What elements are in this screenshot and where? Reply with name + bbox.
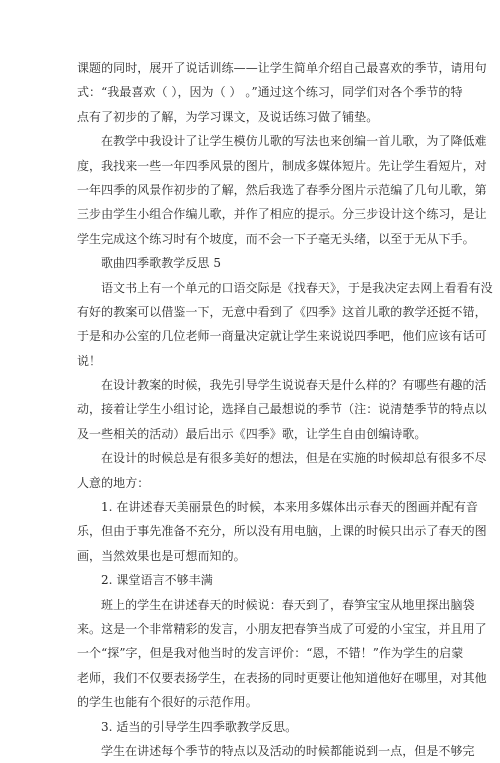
paragraph-line: 语文书上有一个单元的口语交际是《找春天》，于是我决定去网上看看有没	[101, 280, 493, 295]
list-item-line: 3. 适当的引导学生四季歌教学反思。	[101, 719, 298, 734]
paragraph-line: 点有了初步的了解，为学习课文，及说话练习做了铺垫。	[77, 109, 379, 124]
document-body	[77, 56, 493, 763]
paragraph-line: 学生在讲述每个季节的特点以及活动的时候都能说到一点，但是不够完	[101, 743, 475, 758]
paragraph-line: 老师，我们不仅要表扬学生，在表扬的同时更要让他知道他好在哪里，对其他	[77, 670, 487, 685]
paragraph-line: 画，当然效果也是可想而知的。	[77, 548, 246, 563]
paragraph-line: 说！	[77, 353, 102, 368]
paragraph-line: 班上的学生在讲述春天的时候说：春天到了，春笋宝宝从地里探出脑袋	[101, 597, 475, 612]
paragraph-line: 的学生也能有个很好的示范作用。	[77, 695, 258, 710]
paragraph-line: 一年四季的风景作初步的了解，然后我选了春季分图片示范编了几句儿歌，第	[77, 182, 487, 197]
paragraph-line: 于是和办公室的几位老师一商量决定就让学生来说说四季吧，他们应该有话可	[77, 329, 487, 344]
section-heading: 歌曲四季歌教学反思 5	[101, 256, 221, 271]
paragraph-line: 乐，但由于事先准备不充分，所以没有用电脑，上课的时候只出示了春天的图	[77, 524, 487, 539]
paragraph-line: 式：“我最喜欢（ ），因为（ ） 。”通过这个练习，同学们对各个季节的特	[77, 85, 463, 100]
paragraph-line: 一个“探”字，但是我对他当时的发言评价：“恩，不错！”作为学生的启蒙	[77, 646, 464, 661]
list-item-line: 1. 在讲述春天美丽景色的时候，本来用多媒体出示春天的图画并配有音	[101, 500, 478, 515]
paragraph-line: 动，接着让学生小组讨论，选择自己最想说的季节（注：说清楚季节的特点以	[77, 402, 487, 417]
list-item-line: 2. 课堂语言不够丰满	[101, 573, 213, 588]
paragraph-line: 人意的地方：	[77, 475, 150, 490]
paragraph-line: 学生完成这个练习时有个坡度，而不会一下子毫无头绪，以至于无从下手。	[77, 231, 475, 246]
paragraph-line: 在教学中我设计了让学生模仿儿歌的写法也来创编一首儿歌，为了降低难	[101, 134, 487, 149]
paragraph-line: 来。这是一个非常精彩的发言，小朋友把春笋当成了可爱的小宝宝，并且用了	[77, 621, 487, 636]
paragraph-line: 课题的同时，展开了说话训练——让学生简单介绍自己最喜欢的季节，请用句	[77, 61, 487, 75]
paragraph-line: 在设计的时候总是有很多美好的想法，但是在实施的时候却总有很多不尽	[101, 451, 487, 466]
paragraph-line: 在设计教案的时候，我先引导学生说说春天是什么样的？有哪些有趣的活	[101, 378, 487, 393]
paragraph-line: 度，我找来一些一年四季风景的图片，制成多媒体短片。先让学生看短片，对	[77, 158, 487, 173]
paragraph-line: 三步由学生小组合作编儿歌，并作了相应的提示。分三步设计这个练习，是让	[77, 207, 487, 222]
paragraph-line: 有好的教案可以借鉴一下，无意中看到了《四季》这首儿歌的教学还挺不错，	[77, 304, 487, 319]
paragraph-line: 及一些相关的活动）最后出示《四季》歌，让学生自由创编诗歌。	[77, 426, 427, 441]
